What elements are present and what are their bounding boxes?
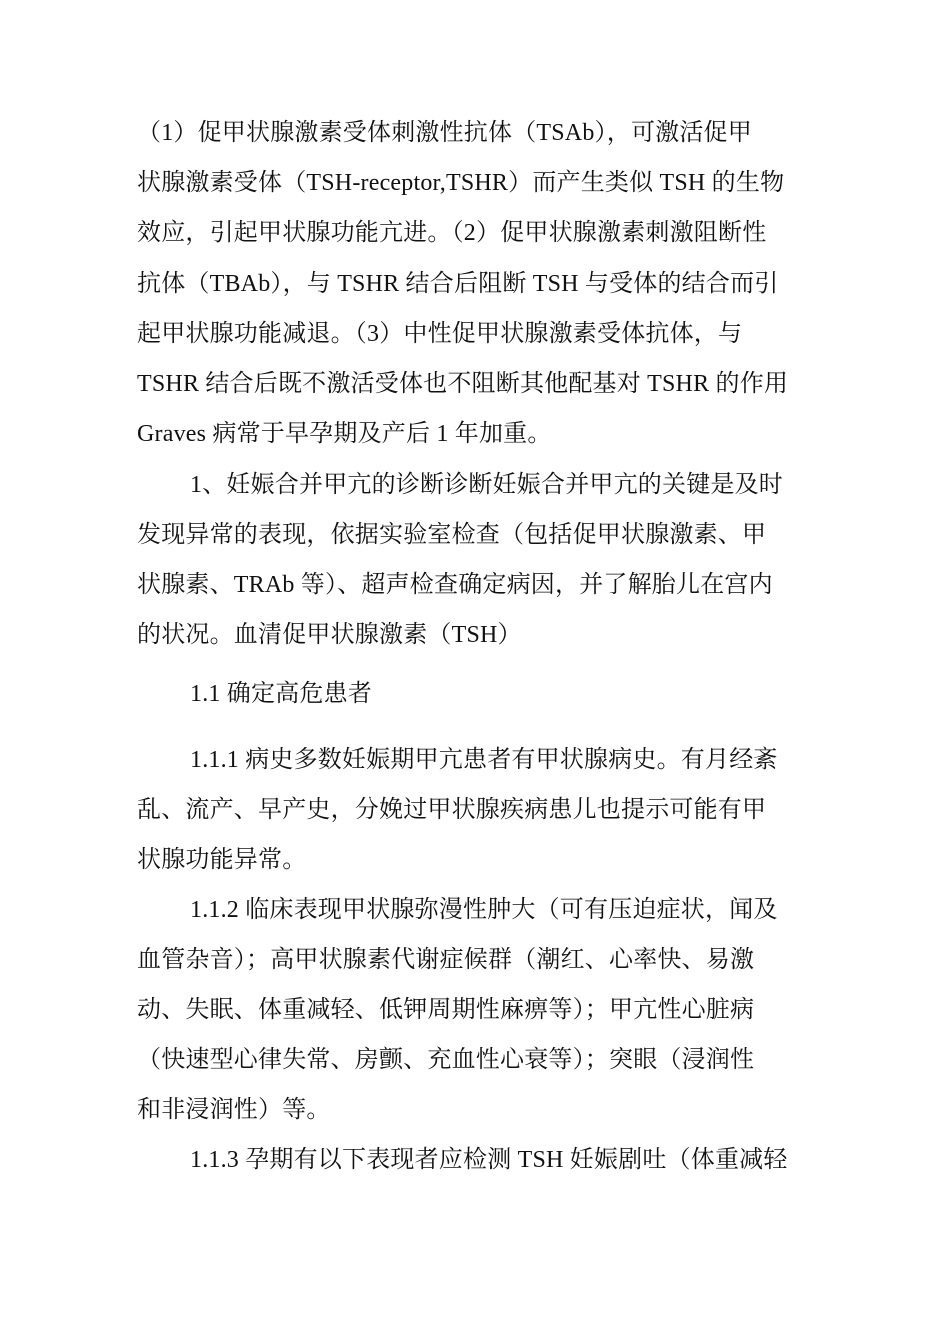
section-heading: 1.1 确定高危患者 — [190, 681, 372, 707]
text-line: 抗体（TBAb），与 TSHR 结合后阻断 TSH 与受体的结合而引 — [137, 271, 779, 297]
text-line: 1.1.2 临床表现甲状腺弥漫性肿大（可有压迫症状，闻及 — [190, 897, 778, 923]
text-line: 血管杂音）；高甲状腺素代谢症候群（潮红、心率快、易激 — [137, 947, 755, 973]
text-line: （快速型心律失常、房颤、充血性心衰等）；突眼（浸润性 — [137, 1047, 755, 1073]
text-line: 发现异常的表现，依据实验室检查（包括促甲状腺激素、甲 — [137, 522, 767, 548]
text-line: 状腺激素受体（TSH-receptor,TSHR）而产生类似 TSH 的生物 — [137, 170, 785, 196]
text-line: 状腺素、TRAb 等）、超声检查确定病因，并了解胎儿在宫内 — [137, 572, 773, 598]
text-line: TSHR 结合后既不激活受体也不阻断其他配基对 TSHR 的作用 — [137, 371, 789, 397]
text-line: Graves 病常于早孕期及产后 1 年加重。 — [137, 421, 552, 447]
text-line: 的状况。血清促甲状腺激素（TSH） — [137, 622, 522, 648]
text-line: （1）促甲状腺激素受体刺激性抗体（TSAb），可激活促甲 — [137, 120, 752, 146]
text-line: 起甲状腺功能减退。（3）中性促甲状腺激素受体抗体，与 — [137, 321, 743, 347]
text-line: 1.1.1 病史多数妊娠期甲亢患者有甲状腺病史。有月经紊 — [190, 747, 778, 773]
text-line: 和非浸润性）等。 — [137, 1097, 331, 1123]
text-line: 1.1.3 孕期有以下表现者应检测 TSH 妊娠剧吐（体重减轻 — [190, 1147, 788, 1173]
text-line: 1、妊娠合并甲亢的诊断诊断妊娠合并甲亢的关键是及时 — [190, 472, 783, 498]
text-line: 效应，引起甲状腺功能亢进。（2）促甲状腺激素刺激阻断性 — [137, 220, 767, 246]
text-line: 状腺功能异常。 — [137, 847, 307, 873]
text-line: 动、失眠、体重减轻、低钾周期性麻痹等）；甲亢性心脏病 — [137, 997, 755, 1023]
text-line: 乱、流产、早产史，分娩过甲状腺疾病患儿也提示可能有甲 — [137, 797, 767, 823]
